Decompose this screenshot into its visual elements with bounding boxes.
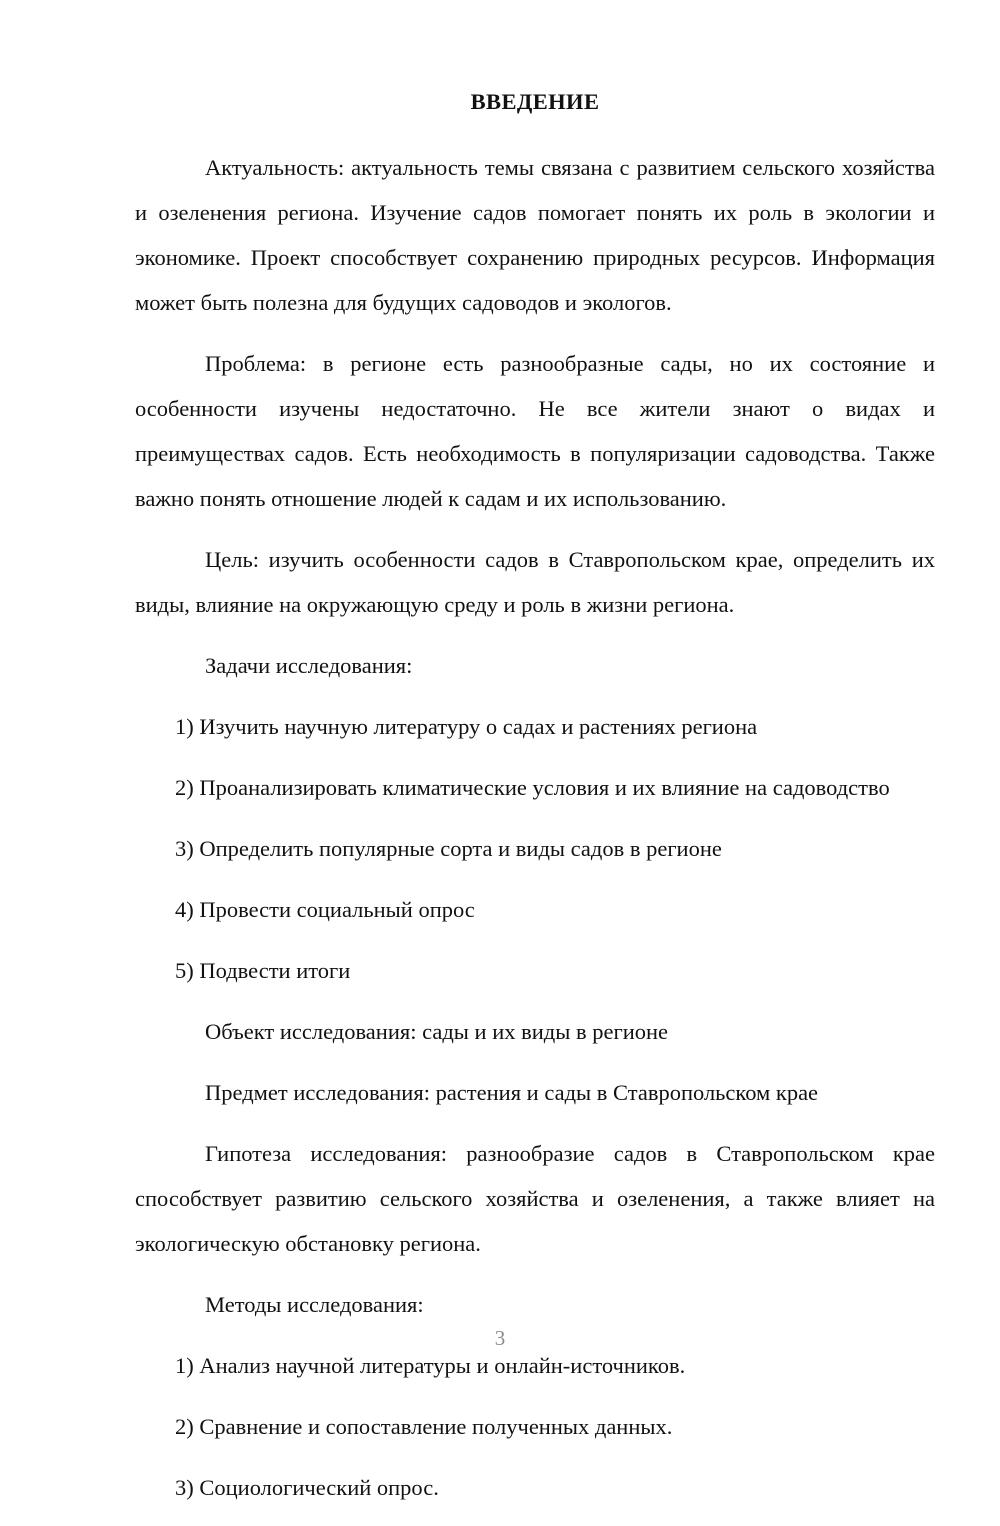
heading-methods: Методы исследования: <box>205 1292 424 1317</box>
list-item: 5) Подвести итоги <box>175 958 351 983</box>
list-item: 3) Определить популярные сорта и виды садов в регионе <box>175 836 722 861</box>
list-item: 4) Провести социальный опрос <box>175 897 475 922</box>
heading-tasks: Задачи исследования: <box>205 653 413 678</box>
paragraph-subject: Предмет исследования: растения и сады в Ставропольском крае <box>205 1080 819 1105</box>
list-item: 1) Анализ научной литературы и онлайн-источников. <box>175 1353 686 1378</box>
list-item: 2) Проанализировать климатические условия и их влияние на садоводство <box>175 775 890 800</box>
paragraph-goal: Цель: изучить особенности садов в Ставропольском крае, определить их виды, влияние на окружающую среду и роль в жизни региона. <box>135 547 935 617</box>
paragraph-problem: Проблема: в регионе есть разнообразные сады, но их состояние и особенности изучены недостаточно. Не все жители знают о видах и преимуществах садов. Есть необходимость в популяризации садоводства. Также важно понять отношение людей к садам и их использованию. <box>135 351 935 511</box>
document-body <box>135 88 935 1526</box>
list-item: 2) Сравнение и сопоставление полученных данных. <box>175 1414 673 1439</box>
paragraph-object: Объект исследования: сады и их виды в регионе <box>205 1019 669 1044</box>
list-item: 1) Изучить научную литературу о садах и растениях региона <box>175 714 758 739</box>
page-number: 3 <box>494 1326 506 1350</box>
page-title: ВВЕДЕНИЕ <box>470 89 600 114</box>
paragraph-relevance: Актуальность: актуальность темы связана с развитием сельского хозяйства и озеленения региона. Изучение садов помогает понять их роль в экологии и экономике. Проект способствует сохранению природных ресурсов. Информация может быть полезна для будущих садоводов и экологов. <box>135 155 935 315</box>
paragraph-hypothesis: Гипотеза исследования: разнообразие садов в Ставропольском крае способствует развитию сельского хозяйства и озеленения, а также влияет на экологическую обстановку региона. <box>135 1141 935 1256</box>
list-item: 3) Социологический опрос. <box>175 1475 439 1500</box>
